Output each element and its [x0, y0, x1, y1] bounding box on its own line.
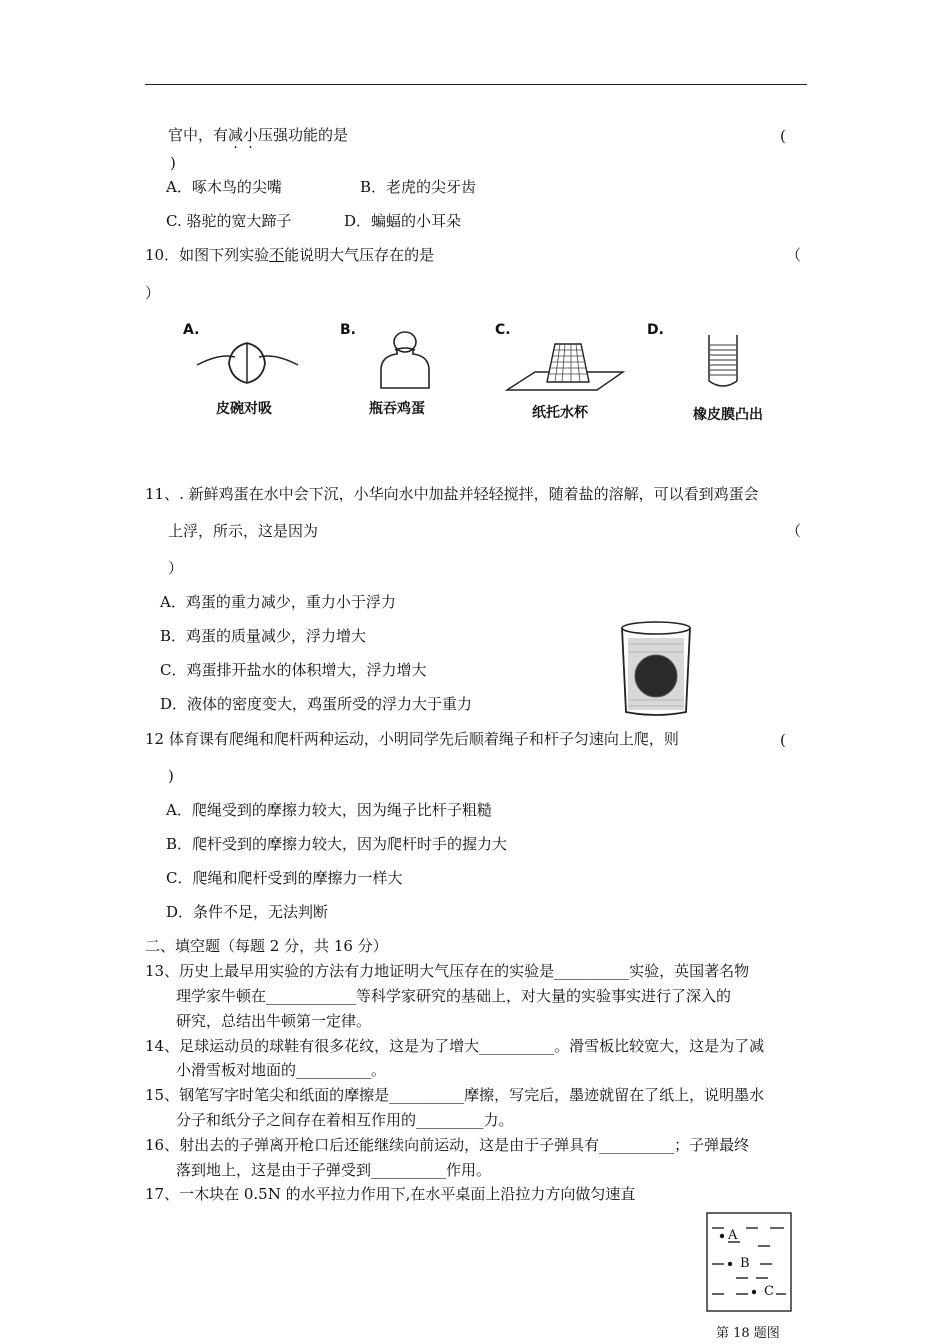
paper-cup-figure: [505, 338, 625, 394]
q10-caption-c: 纸托水杯: [532, 405, 588, 421]
q12-option-b: B．爬杆受到的摩擦力较大，因为爬杆时手的握力大: [166, 835, 508, 853]
q10-figure-label-a: A.: [183, 322, 200, 338]
q11-paren-close: ）: [168, 559, 184, 577]
q12-paren-close: ): [168, 767, 174, 785]
q11-option-c: C．鸡蛋排开盐水的体积增大，浮力增大: [160, 661, 427, 679]
rubber-membrane-figure: [705, 333, 745, 391]
q12-paren-open: (: [780, 731, 786, 749]
bottle-egg-figure: [375, 330, 435, 392]
q13-line1: 13、历史上最早用实验的方法有力地证明大气压存在的实验是__________实验，英国著名物: [145, 962, 750, 980]
q16-line2: 落到地上，这是由于子弹受到__________作用。: [176, 1161, 492, 1179]
q12-option-a: A．爬绳受到的摩擦力较大，因为绳子比杆子粗糙: [166, 801, 492, 819]
q11-stem-line2: 上浮，所示，这是因为: [168, 522, 319, 540]
figure-18-point-b: B: [740, 1256, 750, 1271]
q11-option-b: B．鸡蛋的质量减少，浮力增大: [160, 627, 367, 645]
q10-caption-a: 皮碗对吸: [216, 401, 272, 417]
q10-paren-open: （: [786, 246, 802, 264]
q9-paren-open: (: [780, 127, 786, 145]
q9-option-d: D．蝙蝠的小耳朵: [344, 212, 462, 230]
beaker-egg-figure: [618, 620, 696, 718]
q10-figure-label-d: D.: [647, 322, 664, 338]
q10-caption-b: 瓶吞鸡蛋: [369, 401, 425, 417]
q10-caption-d: 橡皮膜凸出: [693, 407, 763, 423]
q9-option-a: A．啄木鸟的尖嘴: [166, 178, 282, 196]
q9-option-c: C. 骆驼的宽大蹄子: [166, 212, 292, 230]
q15-line1: 15、钢笔写字时笔尖和纸面的摩擦是__________摩擦，写完后，墨迹就留在了纸上，说明墨水: [145, 1086, 765, 1104]
q11-paren-open: （: [786, 522, 802, 540]
q15-line2: 分子和纸分子之间存在着相互作用的_________力。: [176, 1111, 514, 1129]
q9-option-b: B．老虎的尖牙齿: [360, 178, 477, 196]
q11-stem-line1: 11、. 新鲜鸡蛋在水中会下沉，小华向水中加盐并轻轻搅拌，随着盐的溶解，可以看到鸡蛋会: [145, 485, 759, 503]
section2-heading: 二、填空题（每题 2 分，共 16 分）: [145, 937, 388, 955]
q17-line1: 17、一木块在 0.5N 的水平拉力作用下,在水平桌面上沿拉力方向做匀速直: [145, 1185, 636, 1203]
q13-line3: 研究，总结出牛顿第一定律。: [176, 1012, 372, 1030]
figure-18-point-a: A: [728, 1228, 738, 1243]
q13-line2: 理学家牛顿在____________等科学家研究的基础上，对大量的实验事实进行了深入的: [176, 987, 732, 1005]
q16-line1: 16、射出去的子弹离开枪口后还能继续向前运动，这是由于子弹具有__________；子弹最终: [145, 1136, 750, 1154]
q11-option-a: A．鸡蛋的重力减少，重力小于浮力: [160, 593, 396, 611]
q14-line2: 小滑雪板对地面的__________。: [176, 1061, 387, 1079]
q10-stem: 10．如图下列实验不能说明大气压存在的是: [145, 246, 435, 264]
q10-figure-label-b: B.: [340, 322, 356, 338]
figure-18-caption: 第 18 题图: [716, 1326, 780, 1341]
q9-paren-close: ): [170, 154, 176, 172]
suction-cups-figure: [195, 335, 300, 390]
q10-paren-close: ）: [145, 284, 161, 302]
q9-stem: 官中，有减小压强功能的是: [168, 126, 349, 144]
q12-stem: 12 体育课有爬绳和爬杆两种运动，小明同学先后顺着绳子和杆子匀速向上爬，则: [145, 730, 679, 748]
header-rule: [145, 84, 807, 85]
q10-figure-label-c: C.: [495, 322, 511, 338]
q12-option-c: C．爬绳和爬杆受到的摩擦力一样大: [166, 869, 403, 887]
q11-option-d: D．液体的密度变大，鸡蛋所受的浮力大于重力: [160, 695, 473, 713]
q14-line1: 14、足球运动员的球鞋有很多花纹，这是为了增大__________。滑雪板比较宽大，这是为了减: [145, 1037, 765, 1055]
q12-option-d: D．条件不足，无法判断: [166, 903, 329, 921]
figure-18-point-c: C: [764, 1284, 774, 1299]
